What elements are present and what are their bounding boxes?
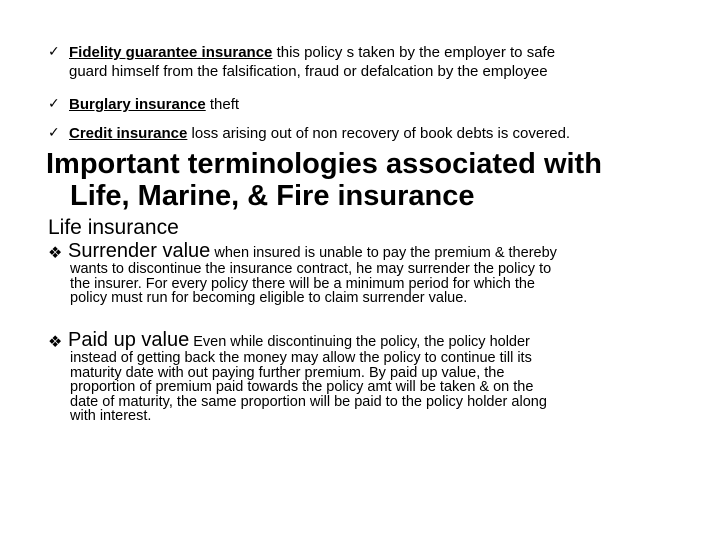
life-insurance-label: Life insurance (48, 216, 179, 239)
section-heading (46, 148, 716, 212)
burglary-text: theft (205, 96, 240, 113)
paid-up-text-line-6: with interest. (70, 408, 152, 424)
bullet-surrender-value (48, 241, 716, 307)
bullet-credit (48, 124, 708, 143)
term-burglary: Burglary insurance (69, 96, 206, 113)
paid-up-text-line-5: date of maturity, the same proportion will be paid to the policy holder along (70, 393, 547, 410)
paid-up-text-first: Even while discontinuing the policy, the policy holder (189, 334, 530, 350)
surrender-text-first: when insured is unable to pay the premium & thereby (210, 245, 557, 261)
surrender-text-line-2: wants to discontinue the insurance contract, he may surrender the policy to (70, 261, 552, 277)
diamond-bullet-icon: ❖ (48, 243, 63, 262)
heading-line-1: Important terminologies associated with (46, 148, 602, 180)
surrender-text-line-3: the insurer. For every policy there will be a minimum period for which the (70, 275, 535, 292)
checkmark-icon: ✓ (48, 44, 60, 60)
paid-up-text-line-4: proportion of premium paid towards the policy amt will be taken & on the (70, 379, 534, 395)
bullet-burglary (48, 95, 708, 114)
bullet-fidelity-guarantee (48, 43, 708, 81)
surrender-text-line-4: policy must run for becoming eligible to claim surrender value. (70, 290, 468, 306)
term-surrender-value: Surrender value (68, 240, 211, 262)
checkmark-icon: ✓ (48, 96, 60, 112)
credit-text: loss arising out of non recovery of book debts is covered. (187, 125, 571, 142)
term-credit: Credit insurance (69, 125, 188, 142)
checkmark-icon: ✓ (48, 125, 60, 141)
fidelity-text-1: this policy s taken by the employer to safe (272, 44, 556, 61)
term-fidelity-guarantee: Fidelity guarantee insurance (69, 44, 273, 61)
paid-up-text-line-3: maturity date with out paying further premium. By paid up value, the (70, 364, 505, 381)
paid-up-text-line-2: instead of getting back the money may allow the policy to continue till its (70, 350, 532, 366)
bullet-paid-up-value (48, 330, 716, 425)
diamond-bullet-icon: ❖ (48, 332, 63, 351)
term-paid-up-value: Paid up value (68, 329, 190, 351)
heading-line-2: Life, Marine, & Fire insurance (70, 180, 475, 212)
fidelity-text-2: guard himself from the falsification, fraud or defalcation by the employee (69, 63, 548, 80)
